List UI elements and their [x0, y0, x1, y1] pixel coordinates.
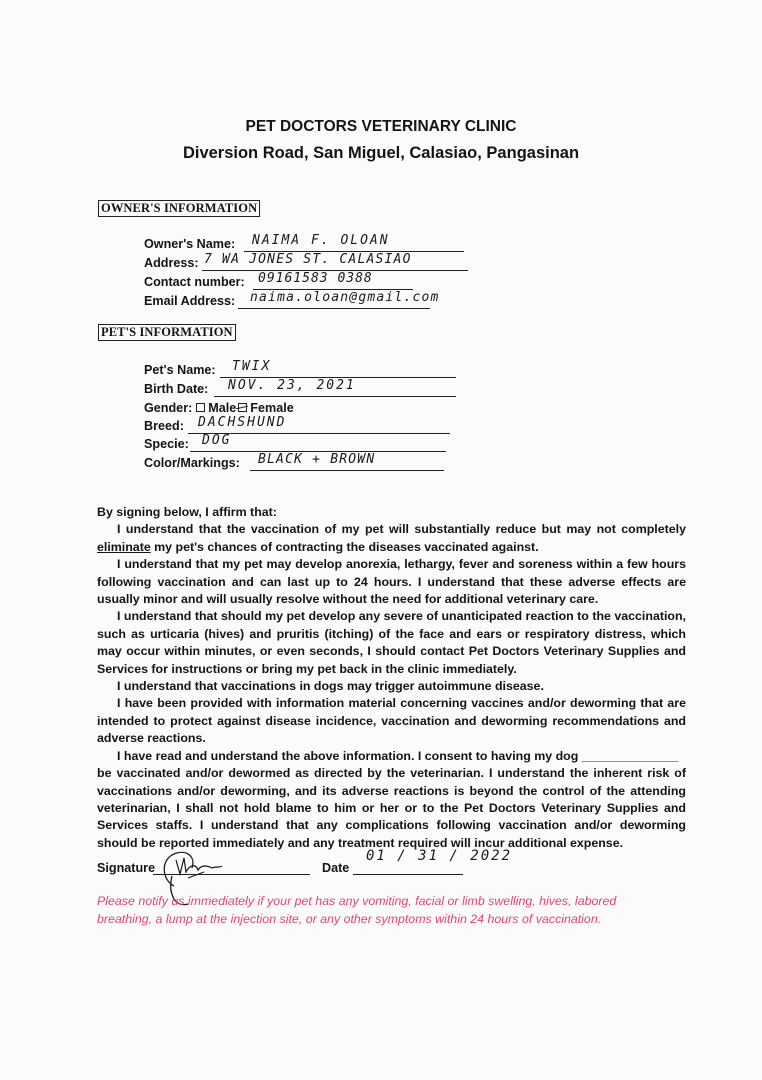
birth-date-value[interactable]: NOV. 23, 2021: [228, 378, 356, 393]
owner-contact-value[interactable]: 09161583 0388: [258, 271, 373, 286]
gender-male-label: Male: [208, 401, 237, 415]
color-line: [250, 470, 444, 471]
owner-email-value[interactable]: naima.oloan@gmail.com: [250, 290, 440, 305]
date-line: [353, 874, 463, 875]
gender-female-label: Female: [250, 401, 294, 415]
gender-label: Gender:: [144, 401, 193, 415]
birth-date-label: Birth Date:: [144, 382, 209, 396]
color-value[interactable]: BLACK + BROWN: [258, 452, 376, 467]
affirmation-paragraph-2: I understand that my pet may develop anorexia, lethargy, fever and soreness within a few hours following vaccination and can last up to 24 hours. I understand that these adverse effects are usually minor and will usually resolve without the need for additional veterinary care.: [97, 557, 686, 607]
affirmation-paragraph-3: I understand that should my pet develop any severe of unanticipated reaction to the vaccination, such as urticaria (hives) and pruritis (itching) of the face and ears or respiratory distress, which may occur within minutes, or even seconds, I should contact Pet Doctors Veterinary Supplies and Services for instructions or bring my pet back in the clinic immediately.: [97, 609, 686, 676]
male-checkbox[interactable]: [196, 403, 205, 412]
affirmation-paragraph-6b: be vaccinated and/or dewormed as directed by the veterinarian. I understand the inherent risk of vaccinations and/or deworming, and its adverse reactions is beyond the control of the attending veterinarian, I shall not hold blame to him or her or to the Pet Doctors Veterinary Supplies and Services staffs. I understand that any complications following vaccination and/or deworming should be reported immediately and any treatment required will incur additional expense.: [97, 766, 686, 850]
clinic-name: PET DOCTORS VETERINARY CLINIC: [245, 118, 517, 135]
signature-label: Signature: [97, 861, 156, 875]
birth-date-line: [214, 396, 456, 397]
owner-name-value[interactable]: NAIMA F. OLOAN: [252, 233, 390, 248]
owner-section-title: OWNER'S INFORMATION: [98, 200, 260, 217]
date-value[interactable]: 01 / 31 / 2022: [366, 848, 513, 864]
owner-contact-label: Contact number:: [144, 275, 245, 289]
affirmation-paragraph-1: [97, 521, 686, 556]
gender-row: [144, 400, 294, 416]
breed-label: Breed:: [144, 419, 184, 433]
owner-email-label: Email Address:: [144, 294, 236, 308]
pet-section-title: PET'S INFORMATION: [98, 324, 236, 341]
pet-name-label: Pet's Name:: [144, 363, 216, 377]
owner-address-value[interactable]: 7 WA JONES ST. CALASIAO: [204, 252, 412, 267]
affirmation-intro: By signing below, I affirm that:: [97, 505, 277, 519]
pet-name-value[interactable]: TWIX: [232, 359, 272, 374]
p1-text-a: I understand that the vaccination of my pet will substantially reduce but may not completely: [117, 522, 686, 537]
p1-text-b: my pet's chances of contracting the diseases vaccinated against.: [150, 539, 539, 554]
affirmation-block: [97, 504, 686, 852]
owner-name-label: Owner's Name:: [144, 237, 236, 251]
breed-value[interactable]: DACHSHUND: [198, 415, 287, 430]
specie-label: Specie:: [144, 437, 189, 451]
affirmation-paragraph-5: I have been provided with information material concerning vaccines and/or deworming that are intended to protect against disease incidence, vaccination and deworming recommendations and adverse reactions.: [97, 696, 686, 746]
affirmation-paragraph-4: I understand that vaccinations in dogs may trigger autoimmune disease.: [117, 679, 544, 694]
female-checkbox[interactable]: [238, 403, 247, 412]
p1-underlined: eliminate: [97, 539, 151, 554]
date-label: Date: [322, 861, 350, 875]
owner-email-line: [238, 308, 430, 309]
affirmation-paragraph-6a: I have read and understand the above information. I consent to having my dog ______________: [117, 748, 679, 763]
owner-address-label: Address:: [144, 256, 199, 270]
specie-value[interactable]: DOG: [202, 433, 232, 448]
clinic-address: Diversion Road, San Miguel, Calasiao, Pangasinan: [182, 144, 580, 162]
notice-text: Please notify us immediately if your pet has any vomiting, facial or limb swelling, hives, labored breathing, a lump at the injection site, or any other symptoms within 24 hours of vaccination.: [97, 894, 617, 926]
color-label: Color/Markings:: [144, 456, 240, 470]
